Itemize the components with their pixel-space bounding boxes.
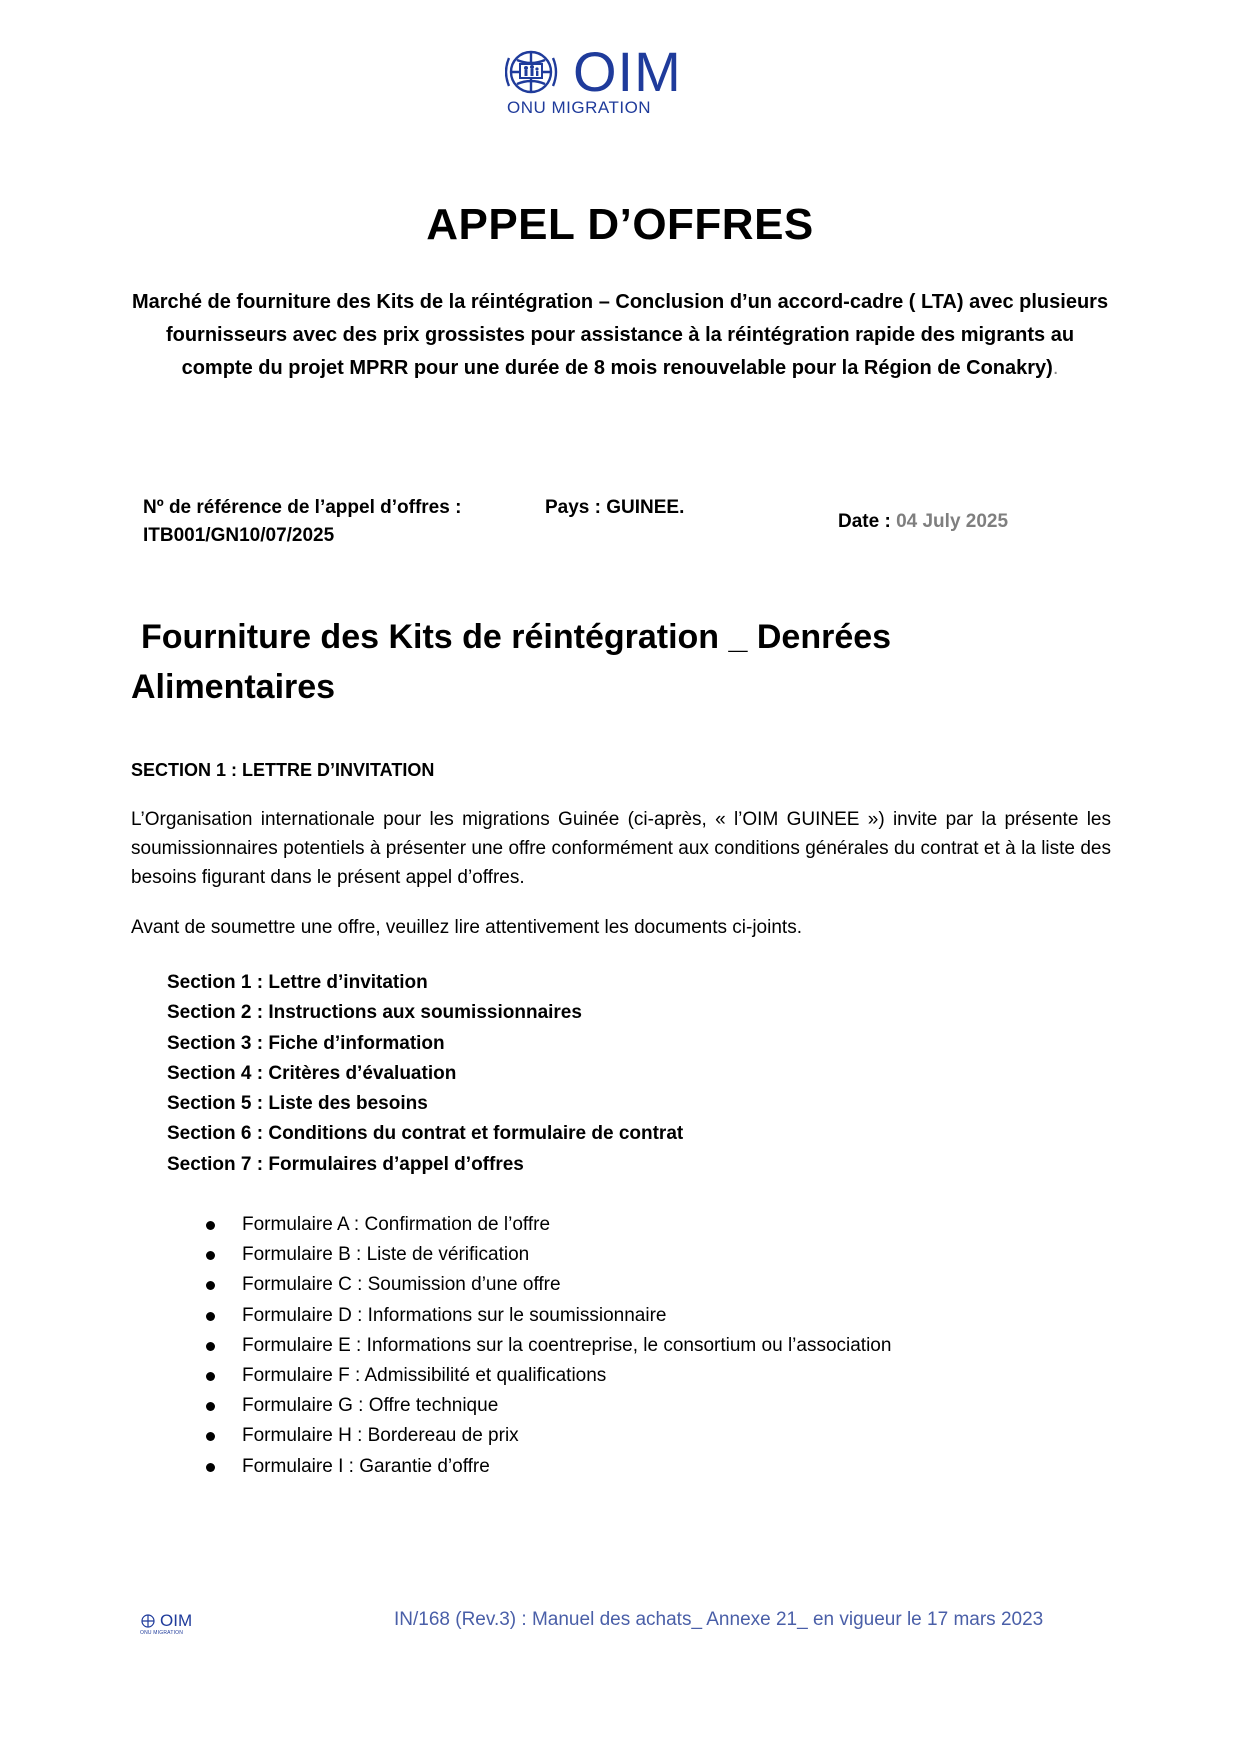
- section-heading: SECTION 1 : LETTRE D’INVITATION: [131, 760, 435, 780]
- footer-logo-wordmark: OIM: [160, 1611, 193, 1630]
- form-item: Formulaire C : Soumission d’une offre: [200, 1270, 891, 1300]
- section-item: Section 2 : Instructions aux soumissionnaires: [167, 1002, 582, 1024]
- date-label: Date :: [838, 511, 897, 532]
- date-field: [838, 508, 1008, 536]
- form-item: Formulaire G : Offre technique: [200, 1391, 891, 1421]
- country-field: Pays : GUINEE.: [545, 497, 685, 518]
- forms-list: [200, 1210, 891, 1482]
- section-item: Section 5 : Liste des besoins: [167, 1093, 428, 1115]
- reference-label: Nº de référence de l’appel d’offres :: [143, 497, 462, 518]
- section-item: Section 4 : Critères d’évaluation: [167, 1062, 457, 1084]
- page-title: APPEL D’OFFRES: [426, 200, 814, 249]
- form-item: Formulaire H : Bordereau de prix: [200, 1421, 891, 1451]
- form-item: Formulaire F : Admissibilité et qualifications: [200, 1361, 891, 1391]
- section-item: Section 7 : Formulaires d’appel d’offres: [167, 1153, 524, 1175]
- reference-value: ITB001/GN10/07/2025: [143, 525, 335, 546]
- footer-logo-subtitle: ONU MIGRATION: [140, 1630, 184, 1636]
- reference-number: [143, 494, 461, 550]
- section-item: Section 1 : Lettre d’invitation: [167, 972, 428, 993]
- logo-subtitle: ONU MIGRATION: [507, 98, 652, 117]
- section-item: Section 3 : Fiche d’information: [167, 1032, 445, 1054]
- tender-description-period: .: [1052, 357, 1059, 379]
- form-item: Formulaire I : Garantie d’offre: [200, 1452, 891, 1482]
- form-item: Formulaire B : Liste de vérification: [200, 1240, 891, 1270]
- form-item: Formulaire A : Confirmation de l’offre: [200, 1210, 891, 1240]
- oim-logo: [505, 40, 695, 122]
- main-heading-line2: Alimentaires: [131, 668, 336, 706]
- footer-oim-logo: [140, 1612, 200, 1642]
- tender-description-text: Marché de fourniture des Kits de la réintégration – Conclusion d’un accord-cadre ( LTA) avec plusieurs fournisseurs avec des prix grossistes pour assistance à la réintégration rapide des migrants au compte du projet MPRR pour une durée de 8 mois renouvelable pour la Région de Conakry): [131, 291, 1109, 379]
- main-heading: [131, 612, 1091, 712]
- un-globe-emblem-icon: [505, 46, 567, 98]
- sections-list: [167, 968, 683, 1180]
- logo-wordmark: OIM: [573, 40, 682, 103]
- instruction-paragraph: Avant de soumettre une offre, veuillez lire attentivement les documents ci-joints.: [131, 917, 802, 938]
- form-item: Formulaire E : Informations sur la coentreprise, le consortium ou l’association: [200, 1331, 891, 1361]
- main-heading-line1: Fourniture des Kits de réintégration _ Denrées: [141, 618, 892, 656]
- section-item: Section 6 : Conditions du contrat et formulaire de contrat: [167, 1123, 684, 1145]
- invitation-paragraph: L’Organisation internationale pour les migrations Guinée (ci-après, « l’OIM GUINEE ») invite par la présente les soumissionnaires potentiels à présenter une offre conformément aux conditions générales du contrat et à la liste des besoins figurant dans le présent appel d’offres.: [131, 809, 1111, 888]
- footer-reference: IN/168 (Rev.3) : Manuel des achats_ Annexe 21_ en vigueur le 17 mars 2023: [394, 1609, 1044, 1630]
- footer-globe-icon: [140, 1613, 158, 1629]
- date-value: 04 July 2025: [896, 511, 1009, 532]
- form-item: Formulaire D : Informations sur le soumissionnaire: [200, 1301, 891, 1331]
- tender-description: [130, 286, 1110, 385]
